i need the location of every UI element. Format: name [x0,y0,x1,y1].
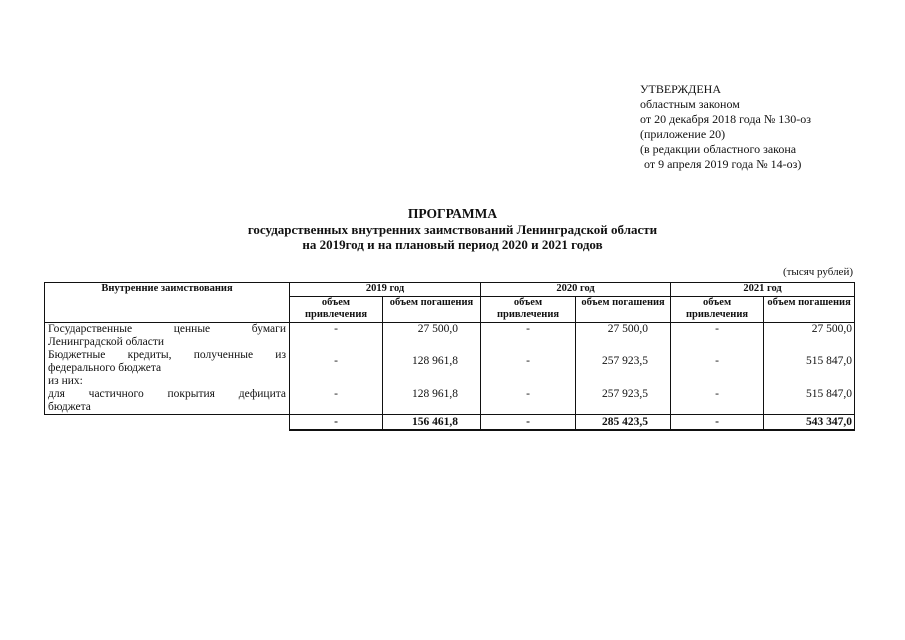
total-value: - [290,415,383,431]
cell-value: 128 961,8 [383,349,481,375]
cell-value: 257 923,5 [576,349,671,375]
approval-line: УТВЕРЖДЕНА [640,82,722,96]
subheader-repay: объем погашения [383,297,481,323]
cell-value: 27 500,0 [576,323,671,350]
cell-value: - [671,323,764,350]
total-value: - [481,415,576,431]
year-header-2021: 2021 год [671,283,855,297]
approval-line: (приложение 20) [640,127,726,141]
subheader-attract: объем привлечения [290,297,383,323]
cell-value: 27 500,0 [764,323,855,350]
total-value: - [671,415,764,431]
total-label-cell [45,415,290,431]
table-row [45,388,855,415]
year-header-2019: 2019 год [290,283,481,297]
cell-value: - [481,323,576,350]
cell-value [481,375,576,388]
subheader-attract: объем привлечения [481,297,576,323]
document-title [0,206,905,253]
subheader-repay: объем погашения [576,297,671,323]
total-row [45,415,855,431]
cell-value: 515 847,0 [764,349,855,375]
year-header-2020: 2020 год [481,283,671,297]
cell-value: 515 847,0 [764,388,855,415]
approval-line: (в редакции областного закона [640,142,797,156]
title-line: на 2019год и на плановый период 2020 и 2021 годов [302,237,603,252]
row-name: из них: [45,375,290,388]
cell-value: - [481,388,576,415]
cell-value: 128 961,8 [383,388,481,415]
approval-line: от 9 апреля 2019 года № 14-оз) [644,157,802,171]
borrowing-table [44,282,855,431]
cell-value: 257 923,5 [576,388,671,415]
subheader-repay: объем погашения [764,297,855,323]
table-row [45,323,855,350]
approval-stamp [640,82,811,172]
approval-line: от 20 декабря 2018 года № 130-оз [640,112,812,126]
subheader-attract: объем привлечения [671,297,764,323]
cell-value [290,375,383,388]
row-name: Бюджетные кредиты, полученные из федерального бюджета [45,349,290,375]
cell-value [764,375,855,388]
cell-value: - [290,323,383,350]
table-row [45,349,855,375]
cell-value: - [290,388,383,415]
approval-line: областным законом [640,97,740,111]
row-name: Государственные ценные бумаги Ленинградской области [45,323,290,350]
cell-value: - [481,349,576,375]
title-line: ПРОГРАММА [407,206,498,221]
cell-value: 27 500,0 [383,323,481,350]
total-value: 285 423,5 [576,415,671,431]
total-value: 543 347,0 [764,415,855,431]
unit-label: (тысяч рублей) [782,266,853,278]
cell-value [383,375,481,388]
cell-value: - [290,349,383,375]
cell-value: - [671,349,764,375]
table-header-row [45,283,855,297]
cell-value [576,375,671,388]
cell-value [671,375,764,388]
title-line: государственных внутренних заимствований Ленинградской области [247,221,658,237]
column-header-borrowings: Внутренние заимствования [45,283,290,323]
cell-value: - [671,388,764,415]
total-value: 156 461,8 [383,415,481,431]
table-row [45,375,855,388]
row-name: для частичного покрытия дефицита бюджета [45,388,290,415]
